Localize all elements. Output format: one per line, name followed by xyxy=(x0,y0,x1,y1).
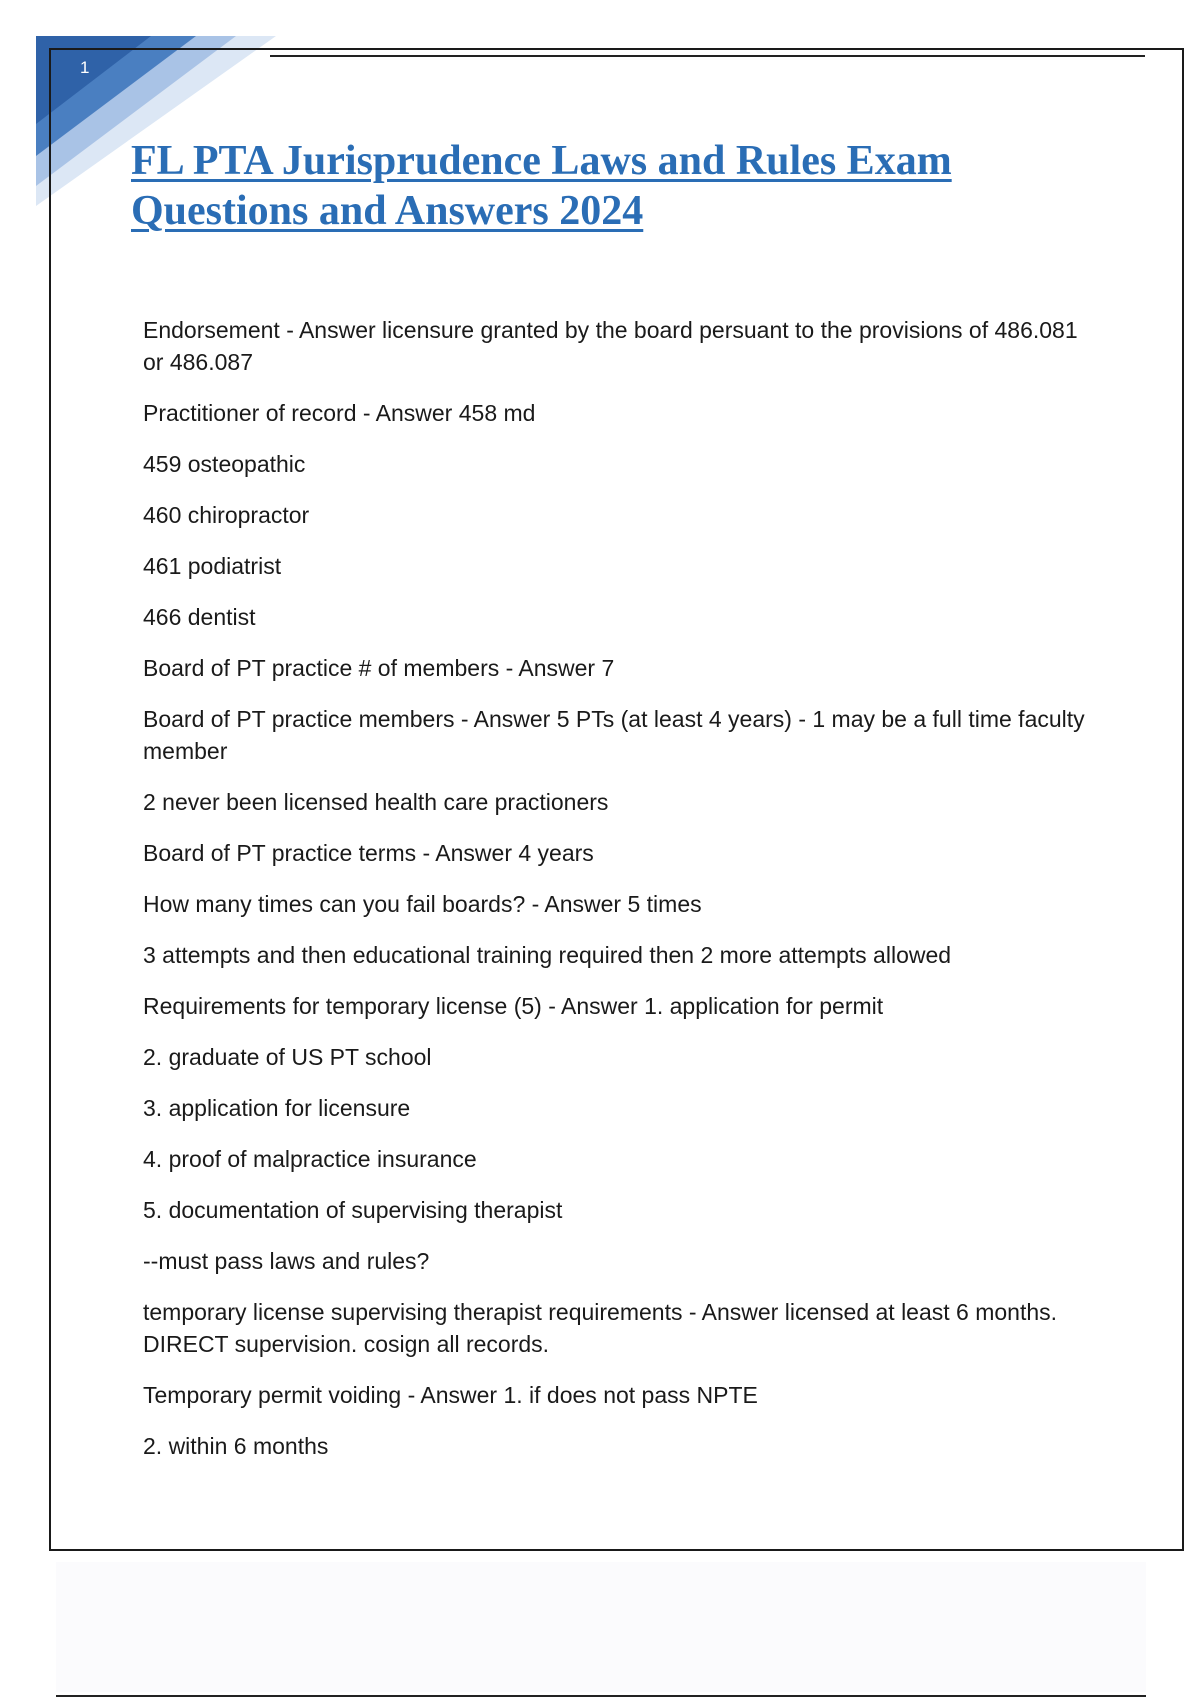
qa-paragraph: 461 podiatrist xyxy=(143,553,282,579)
qa-paragraph: 3 attempts and then educational training required then 2 more attempts allowed xyxy=(143,942,952,968)
document-title[interactable] xyxy=(131,136,1081,236)
qa-paragraph: 466 dentist xyxy=(143,604,256,630)
title-line-2: Questions and Answers 2024 xyxy=(131,188,644,234)
next-page-preview xyxy=(56,1562,1146,1692)
qa-paragraph: temporary license supervising therapist requirements - Answer licensed at least 6 months. DIRECT supervision. cosign all records. xyxy=(143,1299,1058,1357)
title-line-1: FL PTA Jurisprudence Laws and Rules Exam xyxy=(131,138,952,184)
qa-paragraph: Endorsement - Answer licensure granted by the board persuant to the provisions of 486.081 or 486.087 xyxy=(143,317,1078,375)
qa-paragraph: --must pass laws and rules? xyxy=(143,1248,430,1274)
qa-paragraph: 3. application for licensure xyxy=(143,1095,411,1121)
qa-paragraph: Board of PT practice terms - Answer 4 years xyxy=(143,840,594,866)
qa-paragraph: 5. documentation of supervising therapist xyxy=(143,1197,563,1223)
qa-paragraph: 2. within 6 months xyxy=(143,1433,329,1459)
qa-paragraph: Temporary permit voiding - Answer 1. if does not pass NPTE xyxy=(143,1382,758,1408)
page-number: 1 xyxy=(80,58,90,77)
qa-paragraph: 2 never been licensed health care practioners xyxy=(143,789,609,815)
qa-paragraph: Requirements for temporary license (5) - Answer 1. application for permit xyxy=(143,993,884,1019)
qa-paragraph: How many times can you fail boards? - Answer 5 times xyxy=(143,891,702,917)
qa-paragraph: 2. graduate of US PT school xyxy=(143,1044,432,1070)
qa-paragraph: Board of PT practice # of members - Answer 7 xyxy=(143,655,615,681)
qa-paragraph: Board of PT practice members - Answer 5 PTs (at least 4 years) - 1 may be a full time faculty member xyxy=(143,706,1085,764)
qa-paragraph: 460 chiropractor xyxy=(143,502,310,528)
qa-paragraph: 459 osteopathic xyxy=(143,451,306,477)
qa-content xyxy=(143,314,1103,1481)
footer-rule xyxy=(56,1695,1146,1697)
qa-paragraph: Practitioner of record - Answer 458 md xyxy=(143,400,536,426)
qa-paragraph: 4. proof of malpractice insurance xyxy=(143,1146,477,1172)
